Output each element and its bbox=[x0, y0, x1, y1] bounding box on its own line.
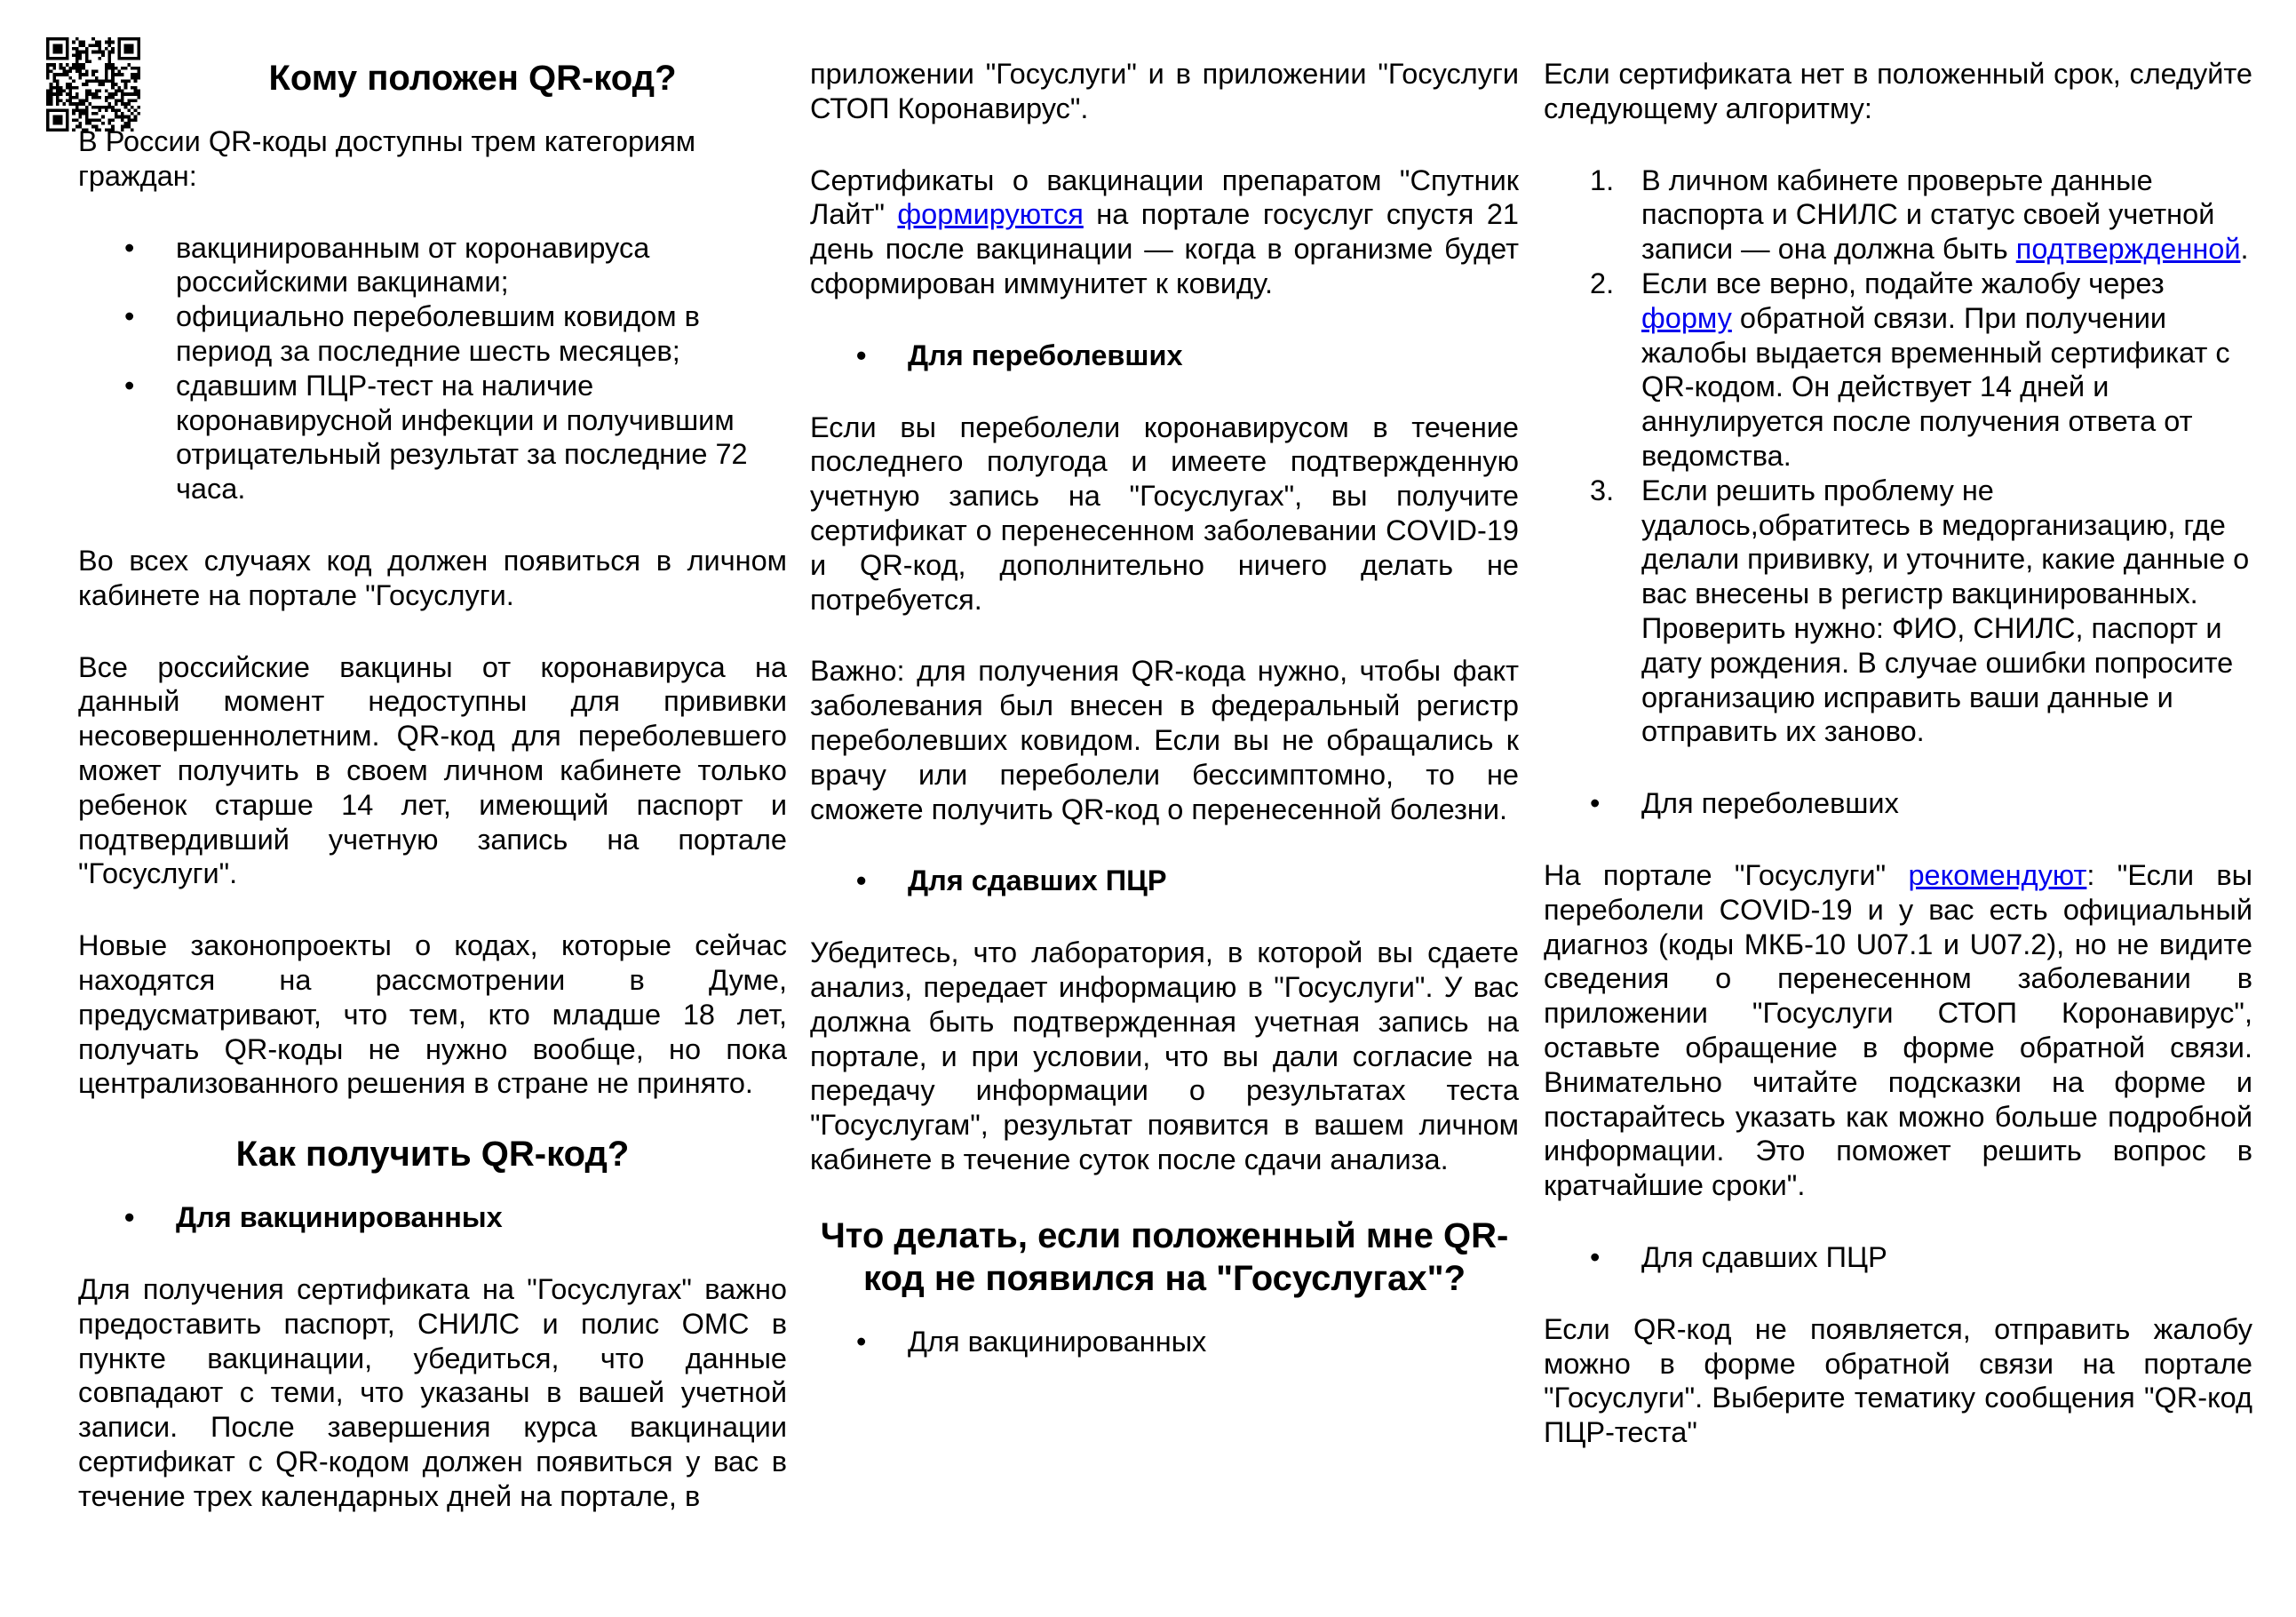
heading-how-to-get: Как получить QR-код? bbox=[235, 1135, 630, 1175]
qr-module bbox=[60, 63, 63, 67]
categories-intro: В России QR-коды доступны трем категориям граждан: bbox=[78, 125, 696, 192]
qr-module bbox=[56, 80, 60, 84]
qr-module bbox=[72, 108, 75, 112]
list-item bbox=[1544, 163, 2252, 267]
qr-module bbox=[98, 51, 101, 54]
qr-module bbox=[46, 67, 50, 70]
qr-module bbox=[75, 37, 79, 41]
qr-module bbox=[62, 70, 66, 74]
text-span: Если все верно, подайте жалобу через bbox=[1641, 267, 2165, 299]
qr-module bbox=[46, 76, 50, 80]
qr-module bbox=[69, 92, 73, 96]
qr-module bbox=[60, 92, 63, 96]
qr-module bbox=[82, 51, 85, 54]
qr-module bbox=[60, 99, 63, 102]
qr-module bbox=[82, 44, 85, 47]
qr-module bbox=[107, 51, 111, 54]
qr-module bbox=[56, 102, 60, 106]
qr-module bbox=[50, 102, 53, 106]
qr-module bbox=[95, 44, 99, 47]
qr-module bbox=[91, 44, 95, 47]
qr-module bbox=[69, 70, 73, 74]
qr-module bbox=[72, 96, 75, 100]
paragraph: Во всех случаях код должен появиться в личном кабинете на портале "Госуслуги. bbox=[78, 544, 787, 611]
qr-module bbox=[60, 89, 63, 92]
qr-module bbox=[50, 99, 53, 102]
qr-module bbox=[95, 51, 99, 54]
subheading-list bbox=[1544, 786, 2252, 821]
qr-module bbox=[111, 51, 115, 54]
qr-module bbox=[66, 92, 69, 96]
step-number: 1. bbox=[1590, 163, 1615, 196]
qr-module bbox=[52, 76, 56, 80]
link-formiruyutsya[interactable]: формируются bbox=[897, 198, 1084, 231]
qr-module bbox=[69, 89, 73, 92]
qr-module bbox=[72, 86, 75, 90]
paragraph: Новые законопроекты о кодах, которые сейчас находятся на рассмотрении в Думе, предусматривают, что тем, кто младше 18 лет, получать QR-коды не нужно вообще, но пока централизованного решения в стране не принято. bbox=[78, 929, 787, 1100]
qr-module bbox=[46, 73, 50, 76]
list-item: • сдавшим ПЦР-тест на наличие коронавирусной инфекции и получившим отрицательный результат за последние 72 часа. bbox=[78, 369, 787, 506]
qr-module bbox=[98, 44, 101, 47]
qr-module bbox=[50, 70, 53, 74]
qr-module bbox=[52, 92, 56, 96]
qr-module bbox=[105, 41, 108, 44]
qr-module bbox=[50, 86, 53, 90]
qr-module bbox=[82, 41, 85, 44]
list-item: • официально переболевшим ковидом в период за последние шесть месяцев; bbox=[78, 299, 787, 369]
qr-module bbox=[46, 70, 50, 74]
qr-module bbox=[56, 86, 60, 90]
qr-module bbox=[69, 102, 73, 106]
qr-module bbox=[72, 41, 75, 44]
qr-module bbox=[66, 63, 69, 67]
qr-module bbox=[56, 99, 60, 102]
text-span: На портале "Госуслуги" bbox=[1544, 858, 1909, 891]
paragraph: Если сертификата нет в положенный срок, следуйте следующему алгоритму: bbox=[1544, 58, 2252, 124]
qr-module bbox=[46, 99, 50, 102]
qr-module bbox=[56, 89, 60, 92]
steps-list bbox=[1544, 163, 2252, 750]
qr-module bbox=[95, 41, 99, 44]
qr-module bbox=[79, 51, 83, 54]
qr-module bbox=[66, 99, 69, 102]
text-span: Если решить проблему не удалось,обратитесь в медорганизацию, где делали прививку, и уточните, какие данные о вас внесены в регистр вакцинированных. Проверить нужно: ФИО, СНИЛС, паспорт и дату рождения. В случае ошибки попросите организацию исправить ваши данные и отправить их заново. bbox=[1641, 474, 2250, 748]
list-item: • вакцинированным от коронавируса российскими вакцинами; bbox=[78, 231, 787, 300]
text-span: . bbox=[2240, 233, 2249, 266]
paragraph: Если QR-код не появляется, отправить жалобу можно в форме обратной связи на портале "Госуслуги". Выберите тематику сообщения "QR-код ПЦР-теста" bbox=[1544, 1312, 2252, 1449]
qr-module bbox=[72, 112, 75, 116]
qr-module bbox=[52, 80, 56, 84]
qr-module bbox=[111, 47, 115, 51]
heading-who-gets-qr: Кому положен QR-код? bbox=[268, 59, 677, 98]
qr-module bbox=[62, 89, 66, 92]
qr-module bbox=[46, 63, 50, 67]
paragraph: Убедитесь, что лаборатория, в которой вы сдаете анализ, передает информацию в "Госуслуги". У вас должна быть подтвержденная учетная запись на портале, и при условии, что вы дали согласие на передачу информации о результатах теста "Госуслугам", результат появится в вашем личном кабинете в течение суток после сдачи анализа. bbox=[810, 936, 1519, 1175]
qr-module bbox=[56, 83, 60, 86]
qr-module bbox=[111, 41, 115, 44]
subheading-list bbox=[810, 864, 1519, 898]
subheading-pcr: • Для сдавших ПЦР bbox=[810, 864, 1519, 898]
qr-module bbox=[62, 102, 66, 106]
qr-module bbox=[62, 73, 66, 76]
qr-module bbox=[72, 80, 75, 84]
qr-module bbox=[69, 86, 73, 90]
qr-module bbox=[98, 41, 101, 44]
qr-module bbox=[69, 76, 73, 80]
qr-module bbox=[98, 47, 101, 51]
qr-module bbox=[50, 63, 53, 67]
qr-module bbox=[72, 118, 75, 122]
qr-module bbox=[85, 47, 89, 51]
qr-module bbox=[72, 63, 75, 67]
paragraph: Если вы переболели коронавирусом в течение последнего полугода и имеете подтвержденную учетную запись на "Госуслугах", вы получите сертификат о перенесенном заболевании COVID-19 и QR-код, дополнительно ничего делать не потребуется. bbox=[810, 410, 1519, 616]
paragraph bbox=[810, 163, 1519, 301]
qr-module bbox=[66, 70, 69, 74]
qr-module bbox=[72, 53, 75, 57]
qr-module bbox=[46, 102, 50, 106]
paragraph bbox=[1544, 858, 2252, 1203]
text-span: Сертификаты о вакцинации препаратом "Спутник Лайт" bbox=[810, 163, 1519, 231]
qr-module bbox=[89, 44, 92, 47]
qr-module bbox=[52, 67, 56, 70]
qr-module bbox=[75, 51, 79, 54]
list-item bbox=[1544, 474, 2252, 749]
subheading-list bbox=[1544, 1240, 2252, 1275]
qr-module bbox=[50, 96, 53, 100]
paragraph: Все российские вакцины от коронавируса на данный момент недоступны для прививки несовершеннолетним. QR-код для переболевшего может получить в своем личном кабинете только ребенок старше 14 лет, имеющий паспорт и подтвердивший учетную запись на портале "Госуслуги". bbox=[78, 650, 787, 890]
qr-module bbox=[91, 37, 95, 41]
qr-module bbox=[50, 89, 53, 92]
paragraph: приложении "Госуслуги" и в приложении "Госуслуги СТОП Коронавирус". bbox=[810, 58, 1519, 124]
heading-what-to-do: Что делать, если положенный мне QR-код не появился на "Госуслугах"? bbox=[820, 1215, 1509, 1298]
subheading-recovered: • Для переболевших bbox=[810, 339, 1519, 373]
step-number: 3. bbox=[1590, 474, 1615, 506]
subheading-pcr: • Для сдавших ПЦР bbox=[1544, 1240, 2252, 1275]
paragraph: Важно: для получения QR-кода нужно, чтобы факт заболевания был внесен в федеральный регистр переболевших ковидом. Если вы не обращались к врачу или переболели бессимптомно, то не сможете получить QR-код о перенесенной болезни. bbox=[810, 655, 1519, 825]
qr-module bbox=[72, 47, 75, 51]
qr-module bbox=[50, 92, 53, 96]
qr-module bbox=[60, 67, 63, 70]
qr-module bbox=[72, 67, 75, 70]
qr-module bbox=[56, 96, 60, 100]
link-podtverzhdennoy[interactable]: подтвержденной bbox=[2015, 233, 2241, 266]
qr-module bbox=[75, 47, 79, 51]
qr-module bbox=[69, 99, 73, 102]
qr-module bbox=[107, 44, 111, 47]
subheading-vaccinated: • Для вакцинированных bbox=[78, 1200, 787, 1235]
qr-module bbox=[66, 86, 69, 90]
subheading-list bbox=[810, 339, 1519, 373]
qr-module bbox=[101, 51, 105, 54]
qr-module bbox=[85, 51, 89, 54]
text-span: обратной связи. При получении жалобы выдается временный сертификат с QR-кодом. Он действует 14 дней и аннулируется после получения ответа от ведомства. bbox=[1641, 301, 2230, 472]
subheading-vaccinated: • Для вакцинированных bbox=[810, 1325, 1519, 1359]
list-item bbox=[1544, 267, 2252, 474]
qr-module bbox=[107, 37, 111, 41]
column-1 bbox=[78, 57, 787, 1551]
qr-module bbox=[69, 96, 73, 100]
qr-module bbox=[52, 73, 56, 76]
qr-module bbox=[56, 92, 60, 96]
categories-list bbox=[78, 231, 787, 506]
subheading-list bbox=[810, 1325, 1519, 1359]
qr-module bbox=[50, 83, 53, 86]
column-3 bbox=[1544, 57, 2252, 1487]
text-span: на портале госуслуг спустя 21 день после вакцинации — когда в организме будет сформирован иммунитет к ковиду. bbox=[810, 198, 1519, 299]
qr-module bbox=[46, 92, 50, 96]
qr-module bbox=[72, 102, 75, 106]
qr-module bbox=[52, 86, 56, 90]
qr-module bbox=[107, 41, 111, 44]
qr-module bbox=[60, 86, 63, 90]
text-span: В личном кабинете проверьте данные паспорта и СНИЛС и статус своей учетной записи — она должна быть bbox=[1641, 163, 2215, 266]
step-number: 2. bbox=[1590, 267, 1615, 299]
column-2 bbox=[810, 57, 1519, 1397]
text-span: : "Если вы переболели COVID-19 и у вас есть официальный диагноз (коды МКБ-10 U07.1 и U07.2), но не видите сведения о перенесенном заболевании в приложении "Госуслуги СТОП Коронавирус", оставьте обращение в форме обратной связи. Внимательно читайте подсказки на форме и постарайтесь указать как можно больше подробной информации. Это поможет решить вопрос в кратчайшие сроки". bbox=[1544, 858, 2252, 1202]
qr-module bbox=[60, 73, 63, 76]
qr-module bbox=[72, 128, 75, 131]
qr-module bbox=[105, 47, 108, 51]
paragraph: Для получения сертификата на "Госуслугах" важно предоставить паспорт, СНИЛС и полис ОМС в пункте вакцинации, убедиться, что данные совпадают с теми, что указаны в вашей учетной записи. После завершения курса вакцинации сертификат с QR-кодом должен появиться у вас в течение трех календарных дней на портале, в bbox=[78, 1272, 787, 1512]
qr-module bbox=[69, 83, 73, 86]
qr-module bbox=[66, 83, 69, 86]
qr-module bbox=[66, 73, 69, 76]
qr-module bbox=[79, 41, 83, 44]
qr-module bbox=[46, 96, 50, 100]
qr-module bbox=[46, 89, 50, 92]
qr-module bbox=[91, 51, 95, 54]
link-rekomenduyut[interactable]: рекомендуют bbox=[1908, 858, 2087, 891]
qr-module bbox=[52, 63, 56, 67]
qr-module bbox=[79, 44, 83, 47]
link-formu[interactable]: форму bbox=[1641, 301, 1732, 334]
qr-module bbox=[62, 67, 66, 70]
subheading-list bbox=[78, 1200, 787, 1235]
qr-module bbox=[56, 73, 60, 76]
subheading-recovered: • Для переболевших bbox=[1544, 786, 2252, 821]
qr-module bbox=[69, 67, 73, 70]
